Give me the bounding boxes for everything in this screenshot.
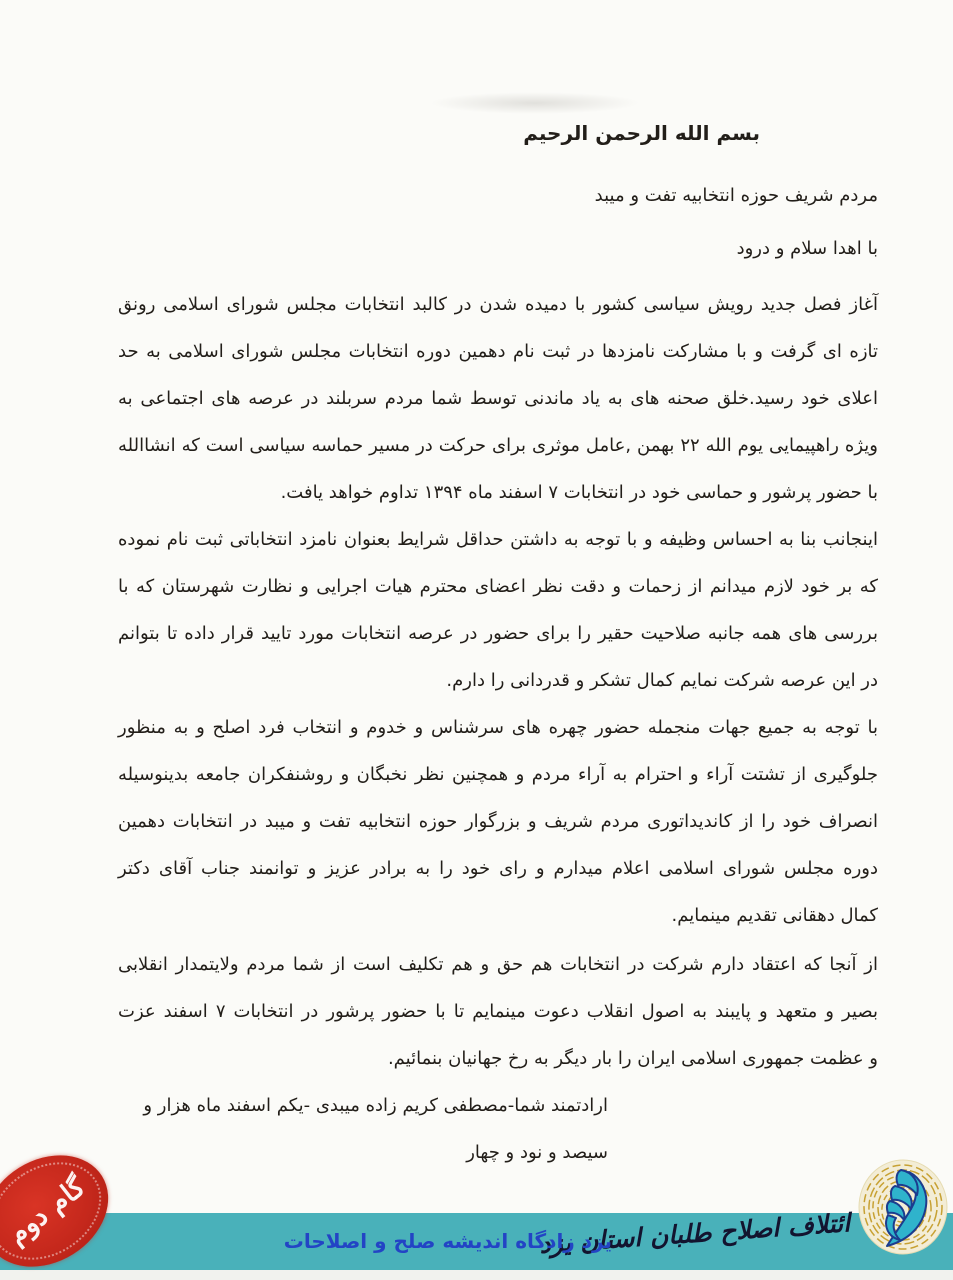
signature-line: ارادتمند شما-مصطفی کریم زاده میبدی -یکم اسفند ماه هزار و سیصد و نود و چهار [143,1095,608,1163]
paragraph-3-line: انصراف خود را از کاندیداتوری مردم شریف و بزرگوار حوزه انتخابیه تفت و میبد در انتخابات دهمین [118,811,878,832]
paragraph-2-line: که بر خود لازم میدانم از زحمات و دقت نظر اعضای محترم هیات اجرایی و نظارت شهرستان که با [118,576,878,597]
paragraph-4-line: از آنجا که اعتقاد دارم شرکت در انتخابات هم حق و هم تکلیف است از شما مردم ولایتمدار انقلابی [118,954,878,975]
bismillah-heading: بسم الله الرحمن الرحیم [523,121,760,145]
paragraph-1-line: تازه ای گرفت و با مشارکت نامزدها در ثبت نام دهمین دوره انتخابات مجلس شورای اسلامی به حد [118,341,878,362]
paragraph-3-line: جلوگیری از تشتت آراء و احترام به آراء مردم و همچنین نظر نخبگان و روشنفکران جامعه بدینوسیله [118,764,878,785]
paragraph-2-line: در این عرصه شرکت نمایم کمال تشکر و قدردانی را دارم. [446,670,878,691]
paragraph-4-line: بصیر و متعهد و پایبند به اصول انقلاب دعوت مینمایم تا با حضور پرشور در انتخابات ۷ اسفند عزت [118,1001,878,1022]
paragraph-2 [118,516,878,704]
paragraph-4 [118,941,878,1082]
footer-org-title: ائتلاف اصلاح طلبان استان یزد [538,1208,851,1259]
paragraph-1-line: اعلای خود رسید.خلق صحنه های به یاد ماندنی توسط شما مردم سربلند در عرصه های اجتماعی به [118,388,878,409]
paragraph-2-line: اینجانب بنا به احساس وظیفه و با توجه به داشتن حداقل شرایط بعنوان نامزد انتخاباتی ثبت نام نموده [118,529,878,550]
paragraph-3-line: دوره مجلس شورای اسلامی اعلام میدارم و رای خود را به برادر عزیز و توانمند جناب آقای دکتر [118,858,878,879]
stamp-text: گام دوم [1,1171,91,1251]
addressee-line: مردم شریف حوزه انتخابیه تفت و میبد [594,185,878,206]
greeting-line: با اهدا سلام و درود [736,238,878,259]
paragraph-3 [118,704,878,939]
dove-wing-fingerprint-logo-icon [857,1158,949,1256]
paragraph-4-line: و عظمت جمهوری اسلامی ایران را بار دیگر به رخ جهانیان بنمائیم. [387,1048,878,1069]
paragraph-1-line: با حضور پرشور و حماسی خود در انتخابات ۷ اسفند ماه ۱۳۹۴ تداوم خواهد یافت. [280,482,878,503]
paragraph-1-line: آغاز فصل جدید رویش سیاسی کشور با دمیده شدن در کالبد انتخابات مجلس شورای اسلامی رونق [118,294,878,315]
paragraph-1 [118,281,878,516]
paragraph-2-line: بررسی های همه جانبه صلاحیت حقیر را برای حضور در عرصه انتخابات مورد تایید قرار داده تا بتوانم [118,623,878,644]
paragraph-3-line: با توجه به جمیع جهات منجمله حضور چهره های سرشناس و خدوم و انتخاب فرد اصلح و به منظور [118,717,878,738]
paragraph-3-line: کمال دهقانی تقدیم مینمایم. [671,905,878,926]
footer-slogan: یزد زادگاه اندیشه صلح و اصلاحات [283,1229,612,1253]
footer-substrip [0,1270,953,1280]
paragraph-1-line: ویژه راهپیمایی یوم الله ۲۲ بهمن ,عامل موثری برای حرکت در مسیر حماسه سیاسی است که انشاالله [118,435,878,456]
